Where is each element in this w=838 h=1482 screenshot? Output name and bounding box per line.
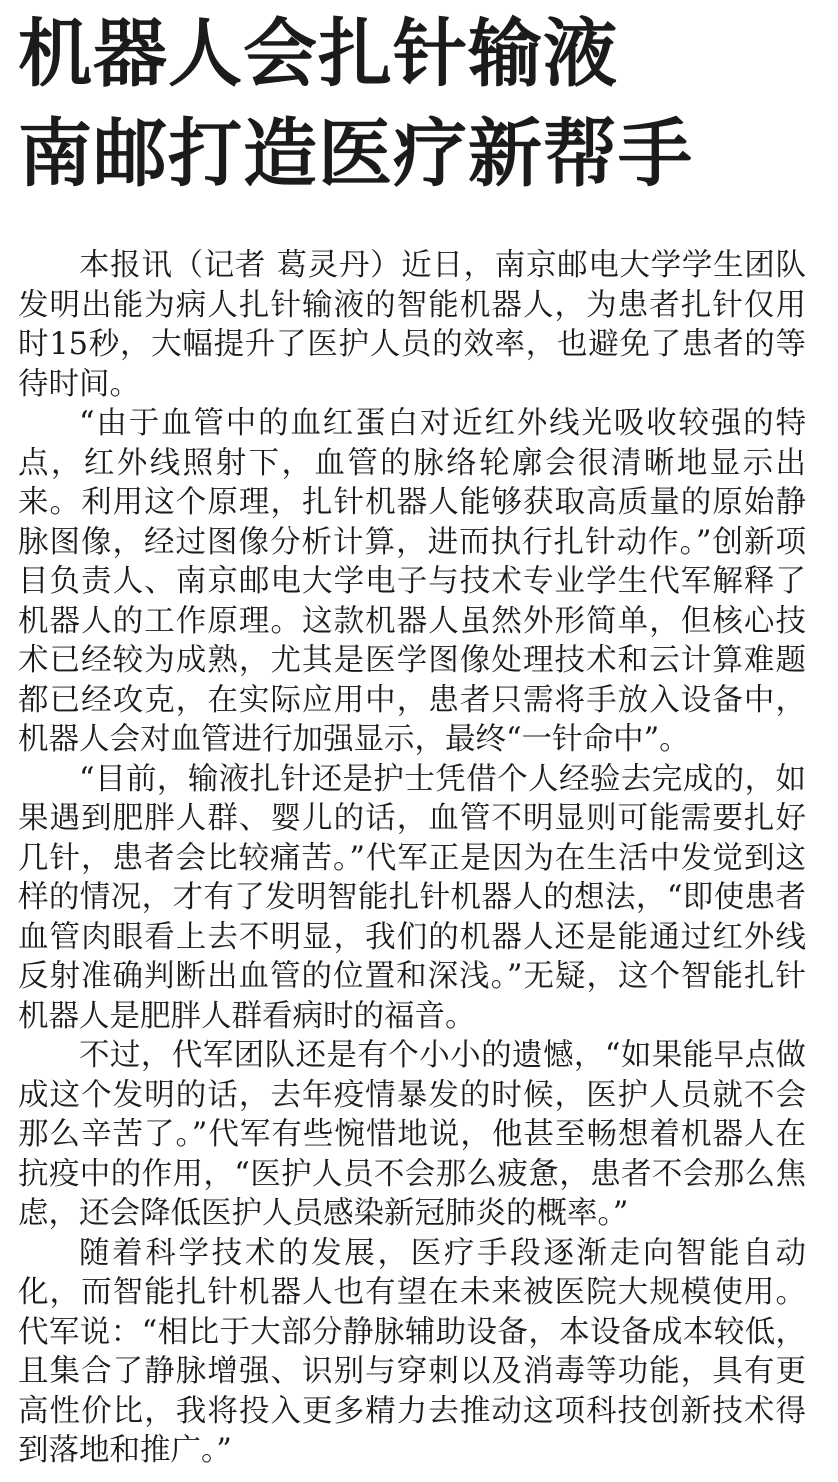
paragraph-1: 本报讯（记者 葛灵丹）近日，南京邮电大学学生团队发明出能为病人扎针输液的智能机器人，为患者扎针仅用时15秒，大幅提升了医护人员的效率，也避免了患者的等待时间。 [18,248,806,402]
headline [18,4,818,204]
paragraph-3: “目前，输液扎针还是护士凭借个人经验去完成的，如果遇到肥胖人群、婴儿的话，血管不明显则可能需要扎好几针，患者会比较痛苦。”代军正是因为在生活中发觉到这样的情况，才有了发明智能扎针机器人的想法，“即使患者血管肉眼看上去不明显，我们的机器人还是能通过红外线反射准确判断出血管的位置和深浅。”无疑，这个智能扎针机器人是肥胖人群看病时的福音。 [18,761,806,1034]
headline-line-1: 机器人会扎针输液 [18,11,618,97]
paragraph-5: 随着科学技术的发展，医疗手段逐渐走向智能自动化，而智能扎针机器人也有望在未来被医院大规模使用。代军说：“相比于大部分静脉辅助设备，本设备成本较低，且集合了静脉增强、识别与穿刺以及消毒等功能，具有更高性价比，我将投入更多精力去推动这项科技创新技术得到落地和推广。” [18,1235,806,1468]
paragraph-2: “由于血管中的血红蛋白对近红外线光吸收较强的特点，红外线照射下，血管的脉络轮廓会很清晰地显示出来。利用这个原理，扎针机器人能够获取高质量的原始静脉图像，经过图像分析计算，进而执行扎针动作。”创新项目负责人、南京邮电大学电子与技术专业学生代军解释了机器人的工作原理。这款机器人虽然外形简单，但核心技术已经较为成熟，尤其是医学图像处理技术和云计算难题都已经攻克，在实际应用中，患者只需将手放入设备中，机器人会对血管进行加强显示，最终“一针命中”。 [18,406,806,757]
paragraph-4: 不过，代军团队还是有个小小的遗憾，“如果能早点做成这个发明的话，去年疫情暴发的时候，医护人员就不会那么辛苦了。”代军有些惋惜地说，他甚至畅想着机器人在抗疫中的作用，“医护人员不会那么疲惫，患者不会那么焦虑，还会降低医护人员感染新冠肺炎的概率。” [18,1038,806,1231]
headline-line-2: 南邮打造医疗新帮手 [18,111,693,197]
article-body [18,246,806,1471]
